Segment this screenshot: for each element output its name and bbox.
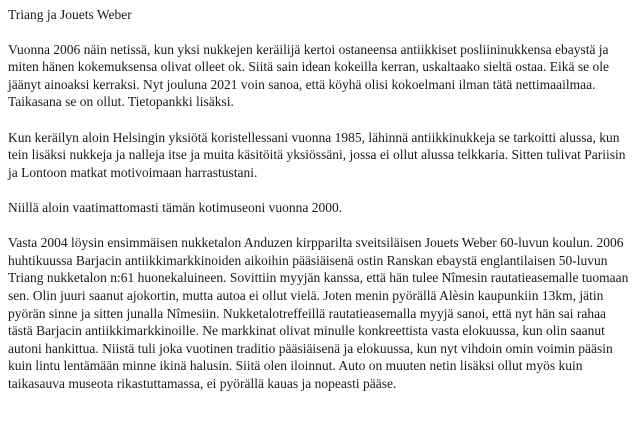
paragraph-helsinki: Kun keräilyn aloin Helsingin yksiötä koristellessani vuonna 1985, lähinnä antiikkinukkeja se tarkoitti alussa, kun tein lisäksi nukkeja ja nalleja itse ja muita käsitöitä yksiössäni, jossa ei ollut alussa telkkaria. Sitten tulivat Pariisin ja Lontoon matkat motivoimaan harrastustani. [8, 129, 626, 180]
article-title: Triang ja Jouets Weber [8, 7, 132, 22]
paragraph-ebay: Vuonna 2006 näin netissä, kun yksi nukkejen keräilijä kertoi ostaneensa antiikkiset posliininukkensa ebaystä ja miten hänen kokemuksensa olivat olleet ok. Siitä sain idean kokeilla kerran, uskaltaako sieltä ostaa. Eikä se ole jäänyt ainoaksi kerraksi. Nyt jouluna 2021 voin sanoa, että köyhä olisi kokoelmani ilman tätä nettimaailmaa. Taikasana se on ollut. Tietopankki lisäksi. [8, 41, 609, 110]
paragraph-museum: Niillä aloin vaatimattomasti tämän kotimuseoni vuonna 2000. [8, 199, 343, 215]
paragraph-dollhouses: Vasta 2004 löysin ensimmäisen nukketalon Anduzen kirpparilta sveitsiläisen Jouets Weber 60-luvun koulun. 2006 huhtikuussa Barjacin antiikkimarkkinoiden aikoihin pääsiäisenä ostin Ranskan ebaystä englantilaisen 50-luvun Triang nukketalon n:61 huonekaluineen. Sovittiin myyjän kanssa, että hän tulee Nîmesin rautatieasemalle tuomaan sen. Olin juuri saanut ajokortin, mutta autoa ei ollut vielä. Joten menin pyörällä Alèsin kaupunkiin 13km, jätin pyörän sinne ja sitten junalla Nîmesiin. Nukketalotreffeillä rautatieasemalla myyjä sanoi, että nyt hän sai rahaa tästä Barjacin antiikkimarkkinoille. Ne markkinat olivat minulle konkreettista vasta elokuussa, kun olin saanut autoni hankittua. Niistä tuli joka vuotinen traditio pääsiäisenä ja elokuussa, kun nyt vihdoin omin voimin pääsin kuin lintu lentämään minne ikinä halusin. Siitä olen iloinnut. Auto on muuten netin lisäksi ollut myös kuin taikasauva museota rikastuttamassa, ei pyörällä kauas ja nopeasti pääse. [8, 235, 629, 391]
